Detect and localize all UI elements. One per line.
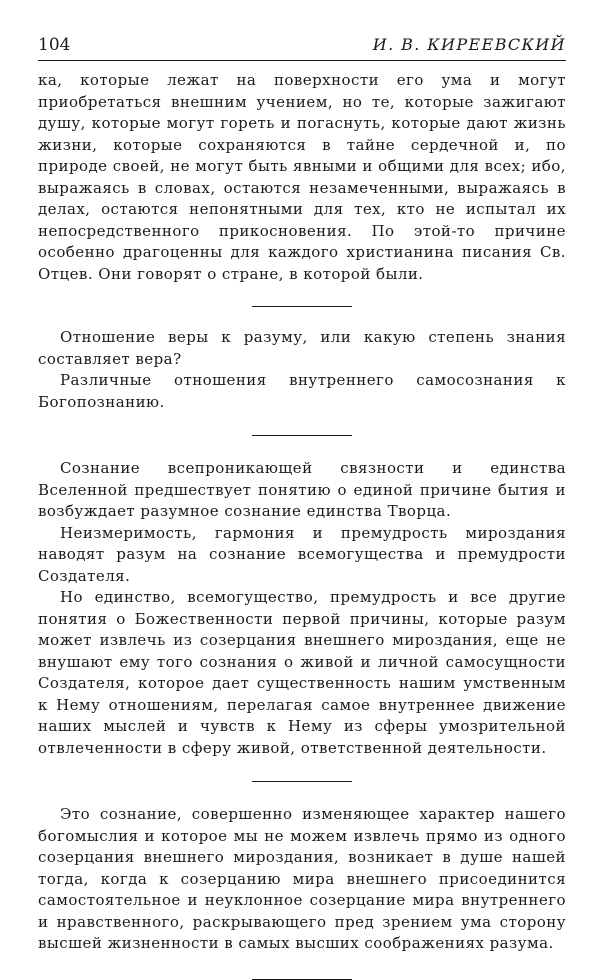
section-divider [252, 781, 352, 782]
running-header [38, 34, 566, 61]
page-number: 104 [38, 35, 71, 55]
paragraph: Отношение веры к разуму, или какую степень знания составляет вера? [38, 328, 566, 368]
paragraph: Неизмеримость, гармония и премудрость мироздания наводят разум на сознание всемогущества и премудрости Создателя. [38, 523, 566, 585]
section-4 [38, 804, 566, 955]
running-header-author: И. В. КИРЕЕВСКИЙ [372, 35, 566, 54]
paragraph: Сознание всепроникающей связности и единства Вселенной предшествует понятию о единой причине бытия и возбуждает разумное сознание единства Творца. [38, 459, 566, 520]
section-divider [252, 435, 352, 436]
section-3 [38, 458, 566, 759]
paragraph: Различные отношения внутреннего самосознания к Богопознанию. [38, 371, 566, 411]
paragraph: ка, которые лежат на поверхности его ума и могут приобретаться внешним учением, но те, которые зажигают душу, которые могут гореть и погаснуть, которые дают жизнь жизни, которые сохраняются в тайне сердечной и, по природе своей, не могут быть явными и общими для всех; ибо, выражаясь в словах, остаются незамеченными, выражаясь в делах, остаются непонятными для тех, кто не испытал их непосредственного прикосновения. По этой-то причине особенно драгоценны для каждого христианина писания Св. Отцев. Они говорят о стране, в которой были. [38, 71, 566, 283]
section-divider [252, 979, 352, 980]
paragraph: Это сознание, совершенно изменяющее характер нашего богомыслия и которое мы не можем извлечь прямо из одного созерцания внешнего мироздания, возникает в душе нашей тогда, когда к созерцанию мира внешнего присоединится самостоятельное и неуклонное созерцание мира внутреннего и нравственного, раскрывающего пред зрением ума сторону высшей жизненности в самых высших соображениях разума. [38, 805, 566, 952]
paragraph: Но единство, всемогущество, премудрость и все другие понятия о Божественности первой причины, которые разум может извлечь из созерцания внешнего мироздания, еще не внушают ему того сознания о живой и личной самосущности Создателя, которое дает существенность нашим умственным к Нему отношениям, перелагая самое внутреннее движение наших мыслей и чувств к Нему из сферы умозрительной отвлеченности в сферу живой, ответственной деятельности. [38, 588, 566, 757]
book-page [38, 34, 566, 980]
section-2 [38, 327, 566, 413]
section-1 [38, 70, 566, 285]
section-divider [252, 306, 352, 307]
